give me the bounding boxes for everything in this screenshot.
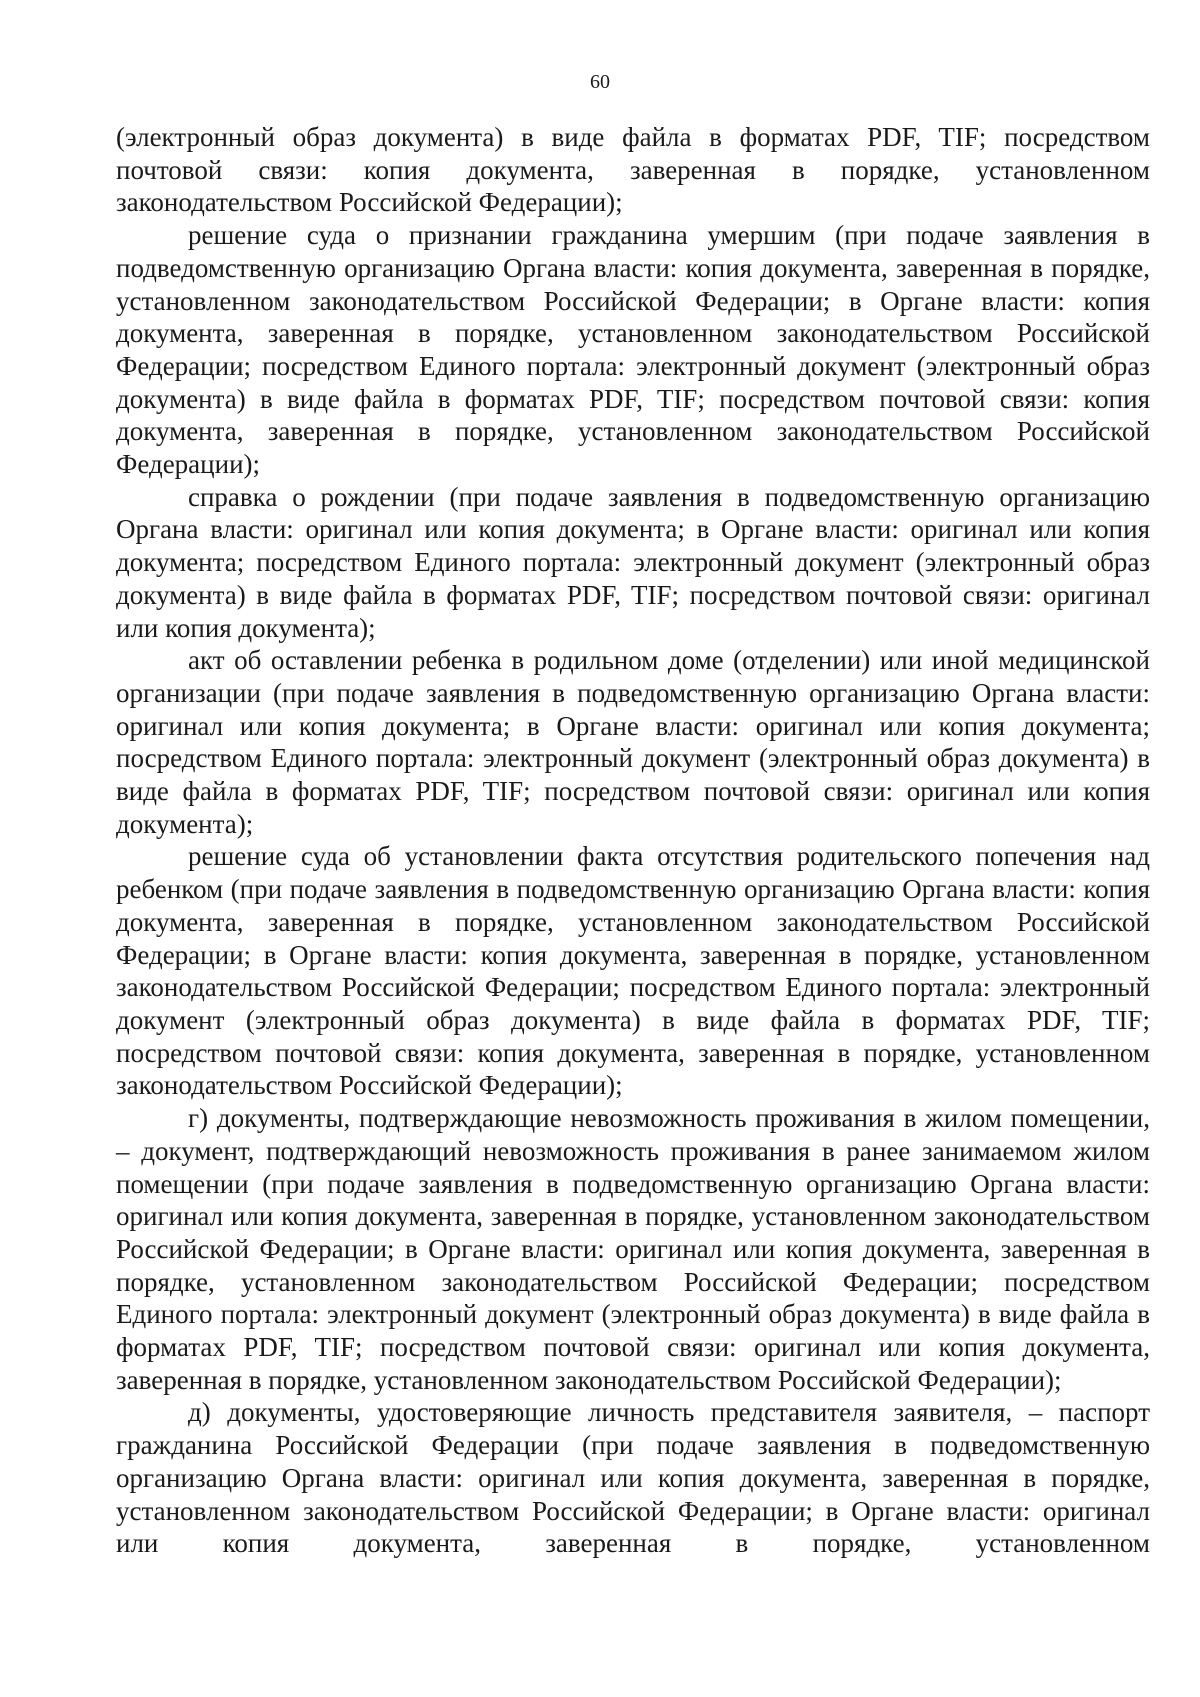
paragraph-item-g-housing: г) документы, подтверждающие невозможность проживания в жилом помещении, – документ, подтверждающий невозможность проживания в ранее занимаемом жилом помещении (при подаче заявления в подведомственную организацию Органа власти: оригинал или копия документа, заверенная в порядке, установленном законодательством Российской Федерации; в Органе власти: оригинал или копия документа, заверенная в порядке, установленном законодательством Российской Федерации; посредством Единого портала: электронный документ (электронный образ документа) в виде файла в форматах PDF, TIF; посредством почтовой связи: оригинал или копия документа, заверенная в порядке, установленном законодательством Российской Федерации); xyxy=(116,1103,1150,1395)
paragraph-court-parental-care-decision: решение суда об установлении факта отсутствия родительского попечения над ребенком (при подаче заявления в подведомственную организацию Органа власти: копия документа, заверенная в порядке, установленном законодательством Российской Федерации; в Органе власти: копия документа, заверенная в порядке, установленном законодательством Российской Федерации; посредством Единого портала: электронный документ (электронный образ документа) в виде файла в форматах PDF, TIF; посредством почтовой связи: копия документа, заверенная в порядке, установленном законодательством Российской Федерации); xyxy=(116,841,1150,1101)
paragraph-abandonment-act: акт об оставлении ребенка в родильном доме (отделении) или иной медицинской организации (при подаче заявления в подведомственную организацию Органа власти: оригинал или копия документа; в Органе власти: оригинал или копия документа; посредством Единого портала: электронный документ (электронный образ документа) в виде файла в форматах PDF, TIF; посредством почтовой связи: оригинал или копия документа); xyxy=(116,645,1150,839)
document-body xyxy=(116,121,1150,1560)
page-number: 60 xyxy=(590,71,610,93)
paragraph-court-death-decision: решение суда о признании гражданина умершим (при подаче заявления в подведомственную организацию Органа власти: копия документа, заверенная в порядке, установленном законодательством Российской Федерации; в Органе власти: копия документа, заверенная в порядке, установленном законодательством Российской Федерации; посредством Единого портала: электронный документ (электронный образ документа) в виде файла в форматах PDF, TIF; посредством почтовой связи: копия документа, заверенная в порядке, установленном законодательством Российской Федерации); xyxy=(116,220,1150,480)
paragraph-birth-certificate: справка о рождении (при подаче заявления в подведомственную организацию Органа власти: оригинал или копия документа; в Органе власти: оригинал или копия документа; посредством Единого портала: электронный документ (электронный образ документа) в виде файла в форматах PDF, TIF; посредством почтовой связи: оригинал или копия документа); xyxy=(116,481,1150,643)
paragraph-item-d-representative: д) документы, удостоверяющие личность представителя заявителя, – паспорт гражданина Российской Федерации (при подаче заявления в подведомственную организацию Органа власти: оригинал или копия документа, заверенная в порядке, установленном законодательством Российской Федерации; в Органе власти: оригинал или копия документа, заверенная в порядке, установленном xyxy=(116,1397,1150,1559)
paragraph-continuation: (электронный образ документа) в виде файла в форматах PDF, TIF; посредством почтовой связи: копия документа, заверенная в порядке, установленном законодательством Российской Федерации); xyxy=(116,122,1150,218)
